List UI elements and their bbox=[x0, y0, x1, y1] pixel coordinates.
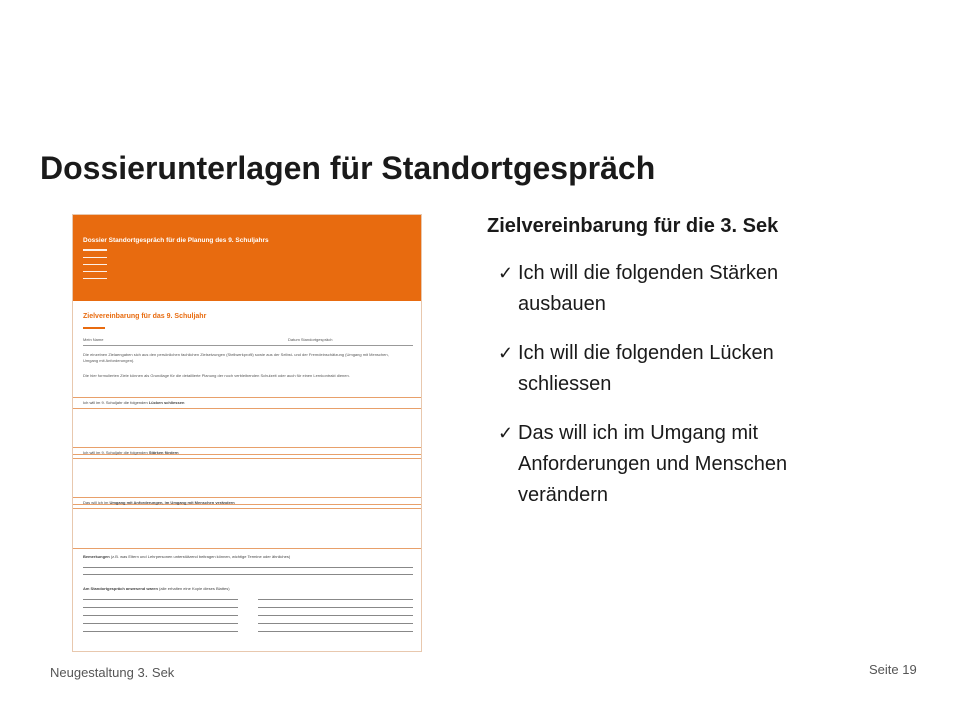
document-attendee-line bbox=[83, 615, 238, 616]
goal-item-text: Das will ich im Umgang mit bbox=[518, 422, 759, 444]
document-attendee-line bbox=[258, 615, 413, 616]
goal-list-item bbox=[487, 338, 927, 400]
document-thumbnail bbox=[72, 214, 422, 652]
document-header-band bbox=[73, 215, 421, 301]
document-meta-date: Datum Standortgespräch bbox=[288, 337, 333, 342]
document-meta-row bbox=[83, 337, 413, 342]
goal-item-text: Ich will die folgenden Lücken bbox=[518, 342, 774, 364]
goal-list-item bbox=[487, 418, 927, 511]
document-attendee-line bbox=[83, 631, 238, 632]
goal-list-item bbox=[487, 258, 927, 320]
goal-list bbox=[487, 258, 927, 511]
goal-agreement-panel bbox=[487, 215, 927, 511]
slide-title: Dossierunterlagen für Standortgespräch bbox=[40, 150, 656, 186]
document-section-change bbox=[73, 497, 421, 549]
check-icon: ✓ bbox=[498, 343, 514, 363]
document-section-strengths-label: Ich will im 9. Schuljahr die folgenden Stärken fördern bbox=[83, 450, 179, 455]
document-paragraph-1: Die einzelnen Zielaengaben sich aus den persönlichen fachlichen Zielsetzungen (Stellwerkprofil) sowie aus der Selbst- und der Fremdeinschätzung (Umgang mit Menschen, Umgang mit Anforderungen). bbox=[83, 352, 389, 363]
document-attendee-line bbox=[258, 607, 413, 608]
footer-page-number: Seite 19 bbox=[869, 662, 917, 677]
document-remarks-line bbox=[83, 567, 413, 568]
footer-course-label: Neugestaltung 3. Sek bbox=[50, 665, 175, 680]
document-section-gaps-label: Ich will im 9. Schuljahr die folgenden Lücken schliessen bbox=[83, 400, 185, 405]
document-attendee-line bbox=[83, 623, 238, 624]
document-header-title: Dossier Standortgespräch für die Planung des 9. Schuljahrs bbox=[83, 237, 269, 244]
document-section-change-label: Das will ich im Umgang mit Anforderungen, im Umgang mit Menschen verändern bbox=[83, 500, 235, 505]
document-attendee-line bbox=[258, 623, 413, 624]
document-attendee-line bbox=[258, 631, 413, 632]
document-meta-divider bbox=[83, 345, 413, 346]
goal-item-text: verändern bbox=[518, 484, 609, 506]
check-icon: ✓ bbox=[498, 423, 514, 443]
goal-item-text: ausbauen bbox=[518, 293, 606, 315]
document-attendee-line bbox=[83, 607, 238, 608]
document-remarks-label: Bemerkungen (z.B. was Eltern und Lehrpersonen unterstützend beitragen können, wichtige Termine oder ähnliches) bbox=[83, 554, 291, 559]
document-header-lines bbox=[83, 249, 107, 285]
document-meta-name: Mein Name bbox=[83, 337, 104, 342]
document-subtitle-underline bbox=[83, 327, 105, 329]
document-attendee-line bbox=[83, 599, 238, 600]
goal-item-text: schliessen bbox=[518, 373, 612, 395]
document-section-change-box bbox=[73, 508, 421, 548]
document-paragraph-2: Die hier formulierten Ziele können als Grundlage für die detaillierte Planung der noch verbleibenden Schulzeit oder auch für einen Lernkontrakt dienen. bbox=[83, 373, 350, 378]
goal-item-text: Ich will die folgenden Stärken bbox=[518, 262, 779, 284]
document-attendees-label: Am Standortgespräch anwesend waren (alle erhalten eine Kopie dieses Blattes) bbox=[83, 586, 230, 591]
document-subtitle: Zielvereinbarung für das 9. Schuljahr bbox=[83, 313, 207, 320]
goal-item-text: Anforderungen und Menschen bbox=[518, 453, 788, 475]
goal-agreement-subtitle: Zielvereinbarung für die 3. Sek bbox=[487, 215, 779, 237]
document-remarks-line bbox=[83, 574, 413, 575]
check-icon: ✓ bbox=[498, 263, 514, 283]
document-attendee-line bbox=[258, 599, 413, 600]
